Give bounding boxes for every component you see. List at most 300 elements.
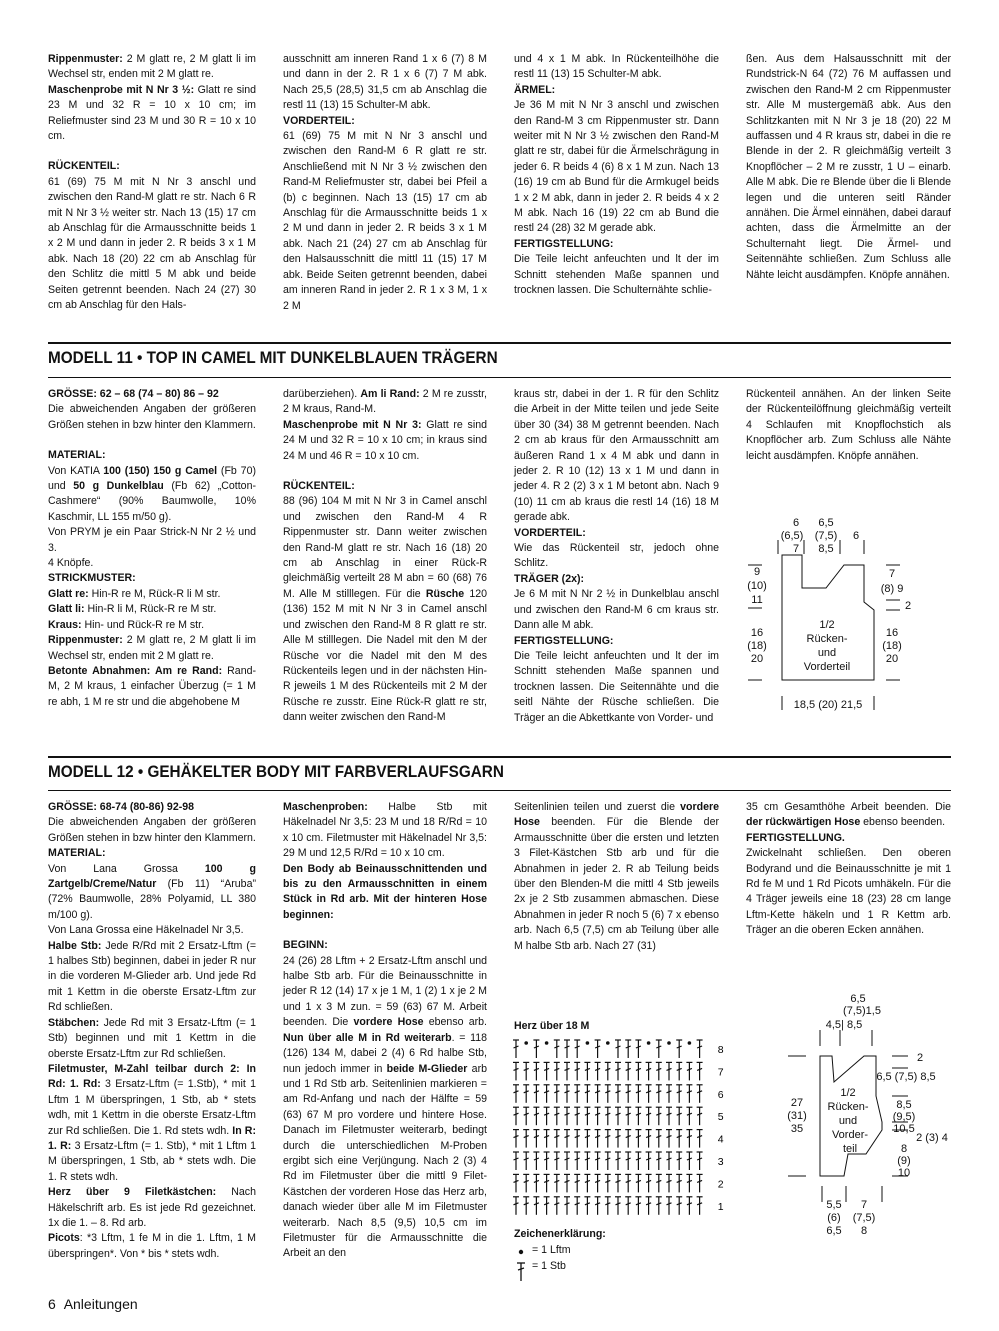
stitch-stb xyxy=(615,1107,621,1125)
stitch-stb xyxy=(676,1130,682,1148)
m12-dim-top-1: 6,5 xyxy=(850,993,866,1005)
stitch-stb xyxy=(646,1174,652,1192)
stitch-lftm xyxy=(586,1041,590,1045)
m11-dim-right-lower-3: 20 xyxy=(885,653,899,665)
text-run: beenden. Für die Blende der Armausschnitte über die ersten und letzten 3 Filet-Kästchen Stb arb und für die Abnahmen in jeder 2. R ab Teilung beids über den Blenden-M die mittl 4 Stb jeweils 2x je 2 Stb zusammen abmaschen. Diese Abnahmen in jeder R noch 5 (6) 7 x ebenso arb. Nach 6,5 (7,5) cm ab Teilung über alle M halbe Stb arb. Nach 27 (31) xyxy=(514,816,719,952)
modell-11-heading xyxy=(48,342,951,367)
m12-col-3 xyxy=(514,800,719,954)
text-run: ebenso beenden. xyxy=(860,816,946,829)
stitch-stb xyxy=(574,1062,580,1080)
text-run: Von PRYM je ein Paar Strick-N Nr 2 ½ und 3. xyxy=(48,526,256,554)
stitch-stb xyxy=(625,1197,631,1215)
stitch-stb xyxy=(574,1197,580,1215)
text-run: Von KATIA xyxy=(48,464,104,477)
m12-dim-right-2: 6,5 (7,5) 8,5 xyxy=(876,1071,936,1083)
stitch-stb xyxy=(564,1085,570,1103)
modell-11-rule xyxy=(48,377,951,378)
stitch-stb xyxy=(635,1062,641,1080)
paragraph xyxy=(514,387,719,526)
s1-col-2 xyxy=(283,52,487,314)
stitch-stb xyxy=(574,1130,580,1148)
stitch-stb xyxy=(595,1040,601,1058)
stitch-stb xyxy=(554,1040,560,1058)
stitch-lftm xyxy=(524,1041,528,1045)
text-run: 61 (69) 75 M mit N Nr 3 anschl und zwischen den Rand-M glatt re str. Nach 6 R mit N Nr 3 ½ weiter str. Nach 13 (15) 17 cm ab Anschlag für die Armausschnitte beids 1 x 2 M und dann in jeder 2. R beids 3 x 1 M abk. Nach 18 (20) 22 cm ab Anschlag für den Schlitz die mittl 5 M abk und beide Seiten getrennt beenden. Nach 24 (27) 30 cm ab Anschlag für den Hals- xyxy=(48,175,256,312)
bold-text: Maschenprobe mit N Nr 3 ½: xyxy=(48,83,195,96)
legend-stitch-symbol xyxy=(514,1260,528,1282)
m12-dim-left-2: (31) xyxy=(787,1110,807,1122)
paragraph xyxy=(514,526,719,541)
stitch-stb xyxy=(564,1174,570,1192)
stitch-stb xyxy=(564,1130,570,1148)
chart-row-number: 8 xyxy=(717,1044,724,1056)
stitch-stb xyxy=(676,1174,682,1192)
stitch-stb xyxy=(686,1062,692,1080)
stitch-stb xyxy=(666,1107,672,1125)
stitch-stb xyxy=(595,1130,601,1148)
paragraph xyxy=(48,664,256,710)
stitch-lftm xyxy=(647,1041,651,1045)
chart-row-number: 4 xyxy=(717,1133,724,1146)
bold-text: Maschenprobe mit N Nr 3: xyxy=(283,418,422,431)
text-run: : *3 Lftm, 1 fe M in die 1. Lftm, 1 M überspringen*. Von * bis * stets wdh. xyxy=(48,1232,256,1260)
text-run: 61 (69) 75 M mit N Nr 3 anschl und zwischen den Rand-M 6 R glatt re str. Anschließend mit N Nr 3 ½ zwischen den Rand-M Reliefmuster str, dabei bei Pfeil a (b) c beginnen. Nach 13 (15) 17 cm ab Anschlag für die Armausschnitte beids 1 x 2 M und dann in jeder 2. R beids 3 x 1 M abk. Nach 21 (24) 27 cm ab Anschlag für den Halsausschnitt die mittl 11 (15) 17 M abk. Beide Seiten getrennt beenden, dabei am inneren Rand in jeder 2. R 1 x 3 M, 1 x 2 M xyxy=(283,130,487,312)
paragraph xyxy=(514,98,719,237)
stitch-stb xyxy=(615,1130,621,1148)
stitch-stb xyxy=(523,1152,529,1170)
paragraph xyxy=(48,862,256,924)
text-run: 24 (26) 28 Lftm + 2 Ersatz-Lftm anschl und halbe Stb arb. Für die Beinausschnitte in jeder R 12 (14) 17 x je 1 M, 1 (2) 1 x je 2 M und 1 x 3 M zun. = 59 (63) 67 M. Arbeit beenden. Die xyxy=(283,954,487,1029)
stitch-stb xyxy=(513,1062,519,1080)
text-run: Die Teile leicht anfeuchten und lt der im Schnitt stehenden Maße spannen und trocknen lassen. Die Seitennähte und die seitl Nähte der Rüsche schließen. Die Träger an die Abkettkante von Vorder- und xyxy=(514,649,719,724)
stitch-stb xyxy=(625,1062,631,1080)
stitch-stb xyxy=(615,1174,621,1192)
stitch-stb xyxy=(544,1174,550,1192)
m11-center-4: Vorderteil xyxy=(803,661,851,673)
m12-dim-bottom-left-3: 6,5 xyxy=(826,1225,842,1237)
heart-chart xyxy=(510,1036,730,1213)
stitch-stb xyxy=(625,1107,631,1125)
stitch-stb xyxy=(697,1174,703,1192)
bold-text: STRICKMUSTER: xyxy=(48,572,136,585)
chart-row-number: 6 xyxy=(717,1088,724,1101)
stitch-stb xyxy=(625,1152,631,1170)
stitch-stb xyxy=(615,1062,621,1080)
stitch-lftm xyxy=(545,1041,549,1045)
stitch-stb xyxy=(625,1040,631,1058)
m11-dim-right-lower-2: (18) xyxy=(882,640,902,652)
text-run: Zwickelnaht schließen. Den oberen Bodyrand und die Beinausschnitte je mit 1 Rd fe M und 1 Rd Picots umhäkeln. Für die 4 Träger jeweils eine 18 (23) 28 cm lange Lftm-Kette häkeln und 1 R Kettm arb. Träger an die oberen Ecken annähen. xyxy=(746,847,951,937)
stitch-stb xyxy=(533,1062,539,1080)
paragraph xyxy=(746,387,951,464)
heart-chart-title: Herz über 18 M xyxy=(514,1020,590,1032)
stitch-stb xyxy=(646,1107,652,1125)
text-run: 2 M glatt re, 2 M glatt li im Wechsel str, enden mit 2 M glatt re. xyxy=(48,53,256,81)
paragraph xyxy=(283,129,487,314)
text-run: Rückenteil annähen. An der linken Seite der Rückenteilöffnung gleichmäßig verteilt 4 Schlaufen mit Knopflochstich als Knopflöcher arb. Zum Schluss alle Nähte leicht ausdämpfen. Knöpfe annähen. xyxy=(746,388,951,462)
bold-text: TRÄGER (2x): xyxy=(514,572,585,585)
m12-col-1 xyxy=(48,800,256,1262)
paragraph xyxy=(48,83,256,145)
stitch-stb xyxy=(564,1197,570,1215)
bold-text: Den Body ab Beinausschnittenden und bis zu den Armausschnitten in einem Stück in Rd arb. Mit der hinteren Hose beginnen: xyxy=(283,862,487,921)
m12-center-2: Rücken- xyxy=(827,1101,869,1113)
m12-dim-right-5a: 8 xyxy=(900,1143,908,1155)
stitch-stb xyxy=(523,1130,529,1148)
m11-dim-left-upper-2: (10) xyxy=(747,580,767,592)
m11-col-3 xyxy=(514,387,719,726)
stitch-stb xyxy=(513,1040,519,1058)
m11-dim-left-lower-3: 20 xyxy=(750,653,764,665)
paragraph xyxy=(283,862,487,924)
m11-center-2: Rücken- xyxy=(806,633,848,645)
m11-center-3: und xyxy=(817,647,837,659)
paragraph xyxy=(514,237,719,252)
m11-dim-top-right: 6 xyxy=(852,530,860,542)
paragraph xyxy=(514,649,719,726)
m12-dim-right-1: 2 xyxy=(916,1052,924,1064)
s1-col-4 xyxy=(746,52,951,283)
paragraph xyxy=(283,800,487,862)
m12-center-5: teil xyxy=(842,1143,858,1155)
bold-text: 100 (150) 150 g Camel xyxy=(103,464,218,477)
m12-dim-bottom-right-3: 8 xyxy=(860,1225,868,1237)
bold-text: 100 g Zartgelb/Creme/Natur xyxy=(48,862,257,891)
m12-dim-bottom-right-1: 7 xyxy=(860,1199,868,1211)
m12-center-4: Vorder- xyxy=(831,1129,869,1141)
stitch-stb xyxy=(646,1197,652,1215)
text-run: Halbe Stb mit Häkelnadel Nr 3,5: 23 M und 18 R/Rd = 10 x 10 cm. Filetmuster mit Häkelnadel Nr 3,5: 29 M und 12,5 R/Rd = 10 x 10 cm. xyxy=(283,801,487,860)
paragraph-gap xyxy=(283,923,487,938)
footer-label: Anleitungen xyxy=(63,1296,138,1312)
stitch-stb xyxy=(554,1174,560,1192)
text-run: Von Lana Grossa eine Häkelnadel Nr 3,5. xyxy=(48,924,244,937)
stitch-stb xyxy=(544,1197,550,1215)
stitch-stb xyxy=(646,1152,652,1170)
stitch-stb xyxy=(533,1130,539,1148)
bold-text: Rüsche xyxy=(425,587,465,600)
bold-text: 50 g Dunkelblau xyxy=(73,480,164,493)
text-run: 3 Ersatz-Lftm (= 1. Stb), * mit 1 Lftm 1 M überspringen, 1 Stb, ab * stets wdh. Die 1. R stets wdh. xyxy=(48,1139,256,1183)
legend-title: Zeichenerklärung: xyxy=(514,1228,606,1240)
stitch-stb xyxy=(544,1062,550,1080)
paragraph xyxy=(514,572,719,587)
m12-center-3: und xyxy=(838,1115,858,1127)
text-run: 2 M glatt re, 2 M glatt li im Wechsel str, enden mit 2 M glatt re. xyxy=(48,634,256,662)
stitch-stb xyxy=(646,1130,652,1148)
stitch-stb xyxy=(605,1062,611,1080)
m12-col-2 xyxy=(283,800,487,1262)
m11-dim-top-left-2: (6,5) xyxy=(780,530,804,542)
m12-center-1: 1/2 xyxy=(840,1087,856,1099)
stitch-stb xyxy=(533,1107,539,1125)
paragraph xyxy=(514,52,719,83)
text-run: 2 M re zusstr, 2 M kraus, Rand-M. xyxy=(283,388,487,416)
stitch-stb xyxy=(686,1107,692,1125)
m12-dim-right-4: 2 (3) 4 xyxy=(916,1132,948,1144)
text-run: arb und 1 Rd Stb arb. Seitenlinien markieren = am Rd-Anfang und nach der Hälfte = 59 (63) 67 M pro vordere und hintere Hose. Danach im Filetmuster weiterarb, bedingt durch die unterschiedlichen M-Proben ergibt sich eine Verjüngung. Nach 2 (3) 4 Rd im Filetmuster über die mittl 9 Filet-Kästchen der vorderen Hose das Herz arb, danach wieder über alle M im Filetmuster weiterarb. Nach 8,5 (9,5) 10,5 cm im Filetmuster für die Armausschnitte die Arbeit an den xyxy=(283,1062,487,1260)
stitch-stb xyxy=(533,1040,539,1058)
m12-dim-top-3: 4,5| 8,5 xyxy=(825,1019,863,1031)
paragraph xyxy=(283,494,487,725)
stitch-stb xyxy=(595,1062,601,1080)
stitch-stb xyxy=(697,1130,703,1148)
paragraph-gap xyxy=(283,464,487,479)
stitch-stb xyxy=(595,1174,601,1192)
stitch-stb xyxy=(615,1085,621,1103)
m11-col-1 xyxy=(48,387,256,710)
paragraph xyxy=(48,618,256,633)
legend-stitch-text: = 1 Stb xyxy=(532,1260,566,1272)
modell-12-heading xyxy=(48,756,951,781)
paragraph xyxy=(48,846,256,861)
stitch-stb xyxy=(656,1174,662,1192)
stitch-stb xyxy=(513,1107,519,1125)
paragraph xyxy=(48,387,256,402)
text-run: 88 (96) 104 M mit N Nr 3 in Camel anschl und zwischen den Rand-M 4 R Rippenmuster str. Dann weiter zwischen den Rand-M glatt re str. Nach 16 (18) 20 cm ab Anschlag in einer Rück-R gleichmäßig verteilt 28 M abn = 60 (68) 76 M. Alle M stilllegen. Für die xyxy=(283,495,487,600)
paragraph xyxy=(48,448,256,463)
bold-text: Halbe Stb: xyxy=(48,939,102,952)
text-run: Wie das Rückenteil str, jedoch ohne Schlitz. xyxy=(514,542,719,570)
stitch-stb xyxy=(554,1197,560,1215)
text-run: Je 36 M mit N Nr 3 anschl und zwischen den Rand-M 3 cm Rippenmuster str. Dann weiter mit N Nr 3 ½ zwischen den Rand-M glatt re str, dabei für die Ärmelschrägung in jeder 6. R beids 4 (6) 8 x 1 M zun. Nach 13 (16) 19 cm ab Bund für die Armkugel beids 1 x 2 M abk, dann in jeder 2. R beids 4 x 2 M abk. Nach 16 (19) 22 cm ab Bund die restl 24 (28) 32 M gerade abk. xyxy=(514,99,719,235)
paragraph xyxy=(48,1062,256,1185)
stitch-stb xyxy=(605,1152,611,1170)
m11-dim-left-lower-2: (18) xyxy=(747,640,767,652)
paragraph xyxy=(48,1016,256,1062)
bold-text: beide M-Glieder xyxy=(386,1062,468,1075)
page-number: 6 xyxy=(48,1296,56,1312)
bold-text: Maschenproben: xyxy=(283,801,368,813)
paragraph xyxy=(48,1231,256,1262)
stitch-stb xyxy=(595,1152,601,1170)
text-run: (Fb 62) „Cotton-Cashmere“ (90% Baumwolle, 10% Kaschmir, LL 155 m/50 g). xyxy=(48,480,256,523)
text-run: Seitenlinien teilen und zuerst die xyxy=(514,801,681,813)
stitch-stb xyxy=(595,1197,601,1215)
paragraph xyxy=(48,175,256,314)
paragraph xyxy=(514,541,719,572)
stitch-stb xyxy=(584,1174,590,1192)
stitch-stb xyxy=(523,1062,529,1080)
text-run: Jede Rd mit 3 Ersatz-Lftm (= 1 Stb) beginnen und mit 1 Kettm in die oberste Ersatz-Lftm zur Rd schließen. xyxy=(48,1016,256,1060)
text-run: 120 (136) 152 M mit N Nr 3 in Camel anschl und zwischen den Rand-M 8 R glatt re str. Alle M stilllegen. Die Nadel mit den M der Rüsche vor die Nadel mit den M des Rückenteils legen und in der nächsten Hin-R jeweils 1 M des Rückenteils mit 2 M der Rüsche re zusstr. Eine Rück-R glatt re str, dann weiter zwischen den Rand-M xyxy=(283,587,487,724)
stitch-stb xyxy=(595,1107,601,1125)
bold-text: vordere Hose xyxy=(353,1016,424,1029)
stitch-stb xyxy=(656,1062,662,1080)
stitch-stb xyxy=(666,1130,672,1148)
stitch-stb xyxy=(513,1085,519,1103)
stitch-stb xyxy=(686,1174,692,1192)
legend-chain-text: = 1 Lftm xyxy=(532,1244,571,1256)
stitch-stb xyxy=(615,1040,621,1058)
text-run: Die abweichenden Angaben der größeren Größen stehen in bzw hinter den Klammern. xyxy=(48,816,256,844)
m11-dim-right-lower-1: 16 xyxy=(885,627,899,639)
text-run: Die Teile leicht anfeuchten und lt der im Schnitt stehenden Maße spannen und trocknen lassen. Die Schulternähte schlie- xyxy=(514,253,719,297)
stitch-stb xyxy=(635,1152,641,1170)
text-run: Hin-R re M, Rück-R li M str. xyxy=(88,587,221,600)
legend-chain-symbol xyxy=(514,1246,528,1258)
m12-dim-right-5b: (9) xyxy=(897,1155,911,1167)
stitch-stb xyxy=(666,1174,672,1192)
stitch-stb xyxy=(554,1062,560,1080)
paragraph xyxy=(514,800,719,954)
stitch-stb xyxy=(625,1174,631,1192)
stitch-stb xyxy=(625,1130,631,1148)
m12-dim-bottom-left-1: 5,5 xyxy=(826,1199,842,1211)
bold-text: Glatt li: xyxy=(48,603,85,616)
stitch-stb xyxy=(697,1085,703,1103)
stitch-stb xyxy=(605,1130,611,1148)
m12-dim-right-3c: 10,5 xyxy=(893,1123,915,1135)
stitch-stb xyxy=(697,1152,703,1170)
bold-text: Rippenmuster: xyxy=(48,53,123,65)
modell-12-title: MODELL 12 • GEHÄKELTER BODY MIT FARBVERLAUFSGARN xyxy=(48,762,504,781)
text-run: . = 118 (126) 134 M, dabei 2 (4) 6 Rd halbe Stb, nun jedoch immer in xyxy=(283,1031,487,1075)
m11-dim-top-left-3: 7 xyxy=(792,543,800,555)
m11-dim-right-small: 2 xyxy=(904,600,912,612)
stitch-stb xyxy=(554,1085,560,1103)
stitch-stb xyxy=(646,1085,652,1103)
stitch-lftm xyxy=(606,1041,610,1045)
stitch-stb xyxy=(533,1152,539,1170)
bold-text: ÄRMEL: xyxy=(514,83,556,96)
bold-text: FERTIGSTELLUNG. xyxy=(746,831,845,844)
stitch-stb xyxy=(676,1197,682,1215)
chart-row-number: 5 xyxy=(717,1111,724,1124)
bold-text: GRÖSSE: 68-74 (80-86) 92-98 xyxy=(48,801,195,813)
stitch-lftm xyxy=(667,1041,671,1045)
stitch-stb xyxy=(544,1085,550,1103)
stitch-stb xyxy=(564,1040,570,1058)
paragraph xyxy=(48,800,256,815)
text-run: und 4 x 1 M abk. In Rückenteilhöhe die restl 11 (13) 15 Schulter-M abk. xyxy=(514,53,719,81)
paragraph xyxy=(283,479,487,494)
m11-dim-left-upper-3: 11 xyxy=(751,594,763,606)
paragraph xyxy=(48,464,256,526)
text-run: (Fb 70) und xyxy=(48,464,256,493)
paragraph xyxy=(48,402,256,433)
paragraph xyxy=(283,114,487,129)
stitch-stb xyxy=(697,1040,703,1058)
text-run: (Fb 11) “Aruba” (72% Baumwolle, 28% Polyamid, LL 380 m/100 g). xyxy=(48,878,256,921)
bold-text: VORDERTEIL: xyxy=(283,114,355,127)
paragraph xyxy=(48,571,256,586)
stitch-stb xyxy=(656,1152,662,1170)
m11-dim-left-lower-1: 16 xyxy=(750,627,764,639)
paragraph xyxy=(48,939,256,1016)
paragraph xyxy=(514,83,719,98)
chart-row-number: 3 xyxy=(717,1156,724,1168)
modell-12-schematic xyxy=(780,990,970,1235)
bold-text: MATERIAL: xyxy=(48,847,106,860)
stitch-stb xyxy=(656,1085,662,1103)
page-footer xyxy=(48,1296,138,1312)
stitch-stb xyxy=(656,1040,662,1058)
stitch-lftm xyxy=(688,1041,692,1045)
stitch-stb xyxy=(584,1107,590,1125)
text-run: 35 cm Gesamthöhe Arbeit beenden. Die xyxy=(746,801,951,813)
stitch-stb xyxy=(554,1107,560,1125)
m12-col-4 xyxy=(746,800,951,939)
paragraph xyxy=(283,418,487,464)
text-run: ebenso arb. xyxy=(423,1016,487,1029)
paragraph xyxy=(48,602,256,617)
text-run: ausschnitt am inneren Rand 1 x 6 (7) 8 M und dann in der 2. R 1 x 6 (7) 7 M abk. Nach 25,5 (28,5) 31,5 cm ab Anschlag die restl 11 (13) 15 Schulter-M abk. xyxy=(283,53,487,112)
stitch-stb xyxy=(584,1062,590,1080)
paragraph xyxy=(283,954,487,1262)
stitch-stb xyxy=(544,1152,550,1170)
paragraph xyxy=(514,634,719,649)
bold-text: vordere Hose xyxy=(514,801,719,829)
stitch-stb xyxy=(605,1107,611,1125)
bold-text: Rippenmuster: xyxy=(48,634,123,647)
stitch-stb xyxy=(615,1197,621,1215)
bold-text: Kraus: xyxy=(48,618,82,631)
text-run: ßen. Aus dem Halsausschnitt mit der Rundstrick-N 64 (72) 76 M auffassen und zwischen den Rand-M 2 cm Rippenmuster str. Alle M mustergemäß abk. Aus den Schlitzkanten mit N Nr 3 je 18 (20) 22 M auffassen und 4 R kraus str, dabei in die re Blende in der 2. R gleichmäßig verteilt 3 Knopflöcher – 2 M re zusstr, 1 U – einarb. Alle M abk. Die re Blende über die li Blende legen und die unteren seitl Ränder annähen. Die Ärmel einnähen, dabei darauf achten, dass die Ärmelmitte an der Schulternaht liegt. Die Ärmel- und Seitennähte schließen. Zum Schluss alle Nähte leicht ausdämpfen. Knöpfe annähen. xyxy=(746,53,951,281)
paragraph xyxy=(48,556,256,571)
m12-dim-right-3a: 8,5 xyxy=(896,1099,912,1111)
chart-row-number: 2 xyxy=(717,1178,724,1191)
bold-text: Nun über alle M in Rd weiterarb xyxy=(283,1031,452,1044)
text-run: Je 6 M mit N Nr 2 ½ in Dunkelblau anschl und zwischen den Rand-M 6 cm kraus str. Dann alle M abk. xyxy=(514,588,719,632)
stitch-stb xyxy=(635,1107,641,1125)
stitch-stb xyxy=(666,1062,672,1080)
stitch-stb xyxy=(513,1174,519,1192)
stitch-stb xyxy=(574,1152,580,1170)
stitch-stb xyxy=(595,1085,601,1103)
stitch-stb xyxy=(676,1062,682,1080)
stitch-stb xyxy=(574,1040,580,1058)
stitch-stb xyxy=(676,1107,682,1125)
m12-dim-left-1: 27 xyxy=(790,1097,804,1109)
text-run: kraus str, dabei in der 1. R für den Schlitz die Arbeit in der Mitte teilen und jede Seite über 30 (34) 38 M getrennt beenden. Nach 2 cm ab kraus für den Armausschnitt am äußeren Rand 1 x 4 M abk und dann in jeder 2. R 10 (12) 13 x 1 M und dann in jeder 4. R 2 (2) 3 x 1 M betont abn. Nach 9 (10) 11 cm ab kraus die restl 14 (16) 18 M gerade abk. xyxy=(514,388,719,524)
bold-text: RÜCKENTEIL: xyxy=(283,480,355,493)
stitch-stb xyxy=(625,1085,631,1103)
stitch-stb xyxy=(656,1130,662,1148)
bold-text: In R: 1. R: xyxy=(48,1124,256,1152)
paragraph-gap xyxy=(48,433,256,448)
text-run: Rand-M, 2 M kraus, 1 einfacher Überzug (= 1 M re abh, 1 M re str und die abgehobene M xyxy=(48,664,257,708)
stitch-stb xyxy=(646,1062,652,1080)
stitch-stb xyxy=(656,1197,662,1215)
bold-text: Picots xyxy=(48,1232,80,1245)
chart-row-number: 1 xyxy=(717,1200,724,1213)
paragraph xyxy=(48,633,256,664)
stitch-stb xyxy=(513,1130,519,1148)
m11-dim-top-mid-1: 6,5 xyxy=(818,517,834,529)
m11-dim-left-upper-1: 9 xyxy=(753,566,761,578)
m11-dim-top-mid-3: 8,5 xyxy=(818,543,834,555)
paragraph-gap xyxy=(48,144,256,159)
stitch-stb xyxy=(676,1040,682,1058)
stitch-stb xyxy=(605,1174,611,1192)
chart-row-number: 7 xyxy=(717,1066,724,1079)
text-run: 3 Ersatz-Lftm (= 1.Stb), * mit 1 Lftm 1 M überspringen, 1 Stb, ab * stets wdh, mit 1 Kettm in die oberste Ersatz-Lftm zur Rd schließen. Die 1. Rd stets wdh. xyxy=(48,1078,256,1137)
text-run: Glatt re sind 24 M und 32 R = 10 x 10 cm; in kraus sind 24 M und 46 R = 10 x 10 cm. xyxy=(283,418,487,462)
stitch-stb xyxy=(564,1152,570,1170)
stitch-stb xyxy=(635,1085,641,1103)
stitch-stb xyxy=(676,1085,682,1103)
bold-text: GRÖSSE: 62 – 68 (74 – 80) 86 – 92 xyxy=(48,388,219,400)
stitch-stb xyxy=(666,1197,672,1215)
bold-text: BEGINN: xyxy=(283,939,328,952)
stitch-stb xyxy=(544,1130,550,1148)
stitch-stb xyxy=(574,1085,580,1103)
m11-center-1: 1/2 xyxy=(819,619,835,631)
stitch-stb xyxy=(656,1107,662,1125)
stitch-stb xyxy=(513,1152,519,1170)
stitch-stb xyxy=(697,1062,703,1080)
